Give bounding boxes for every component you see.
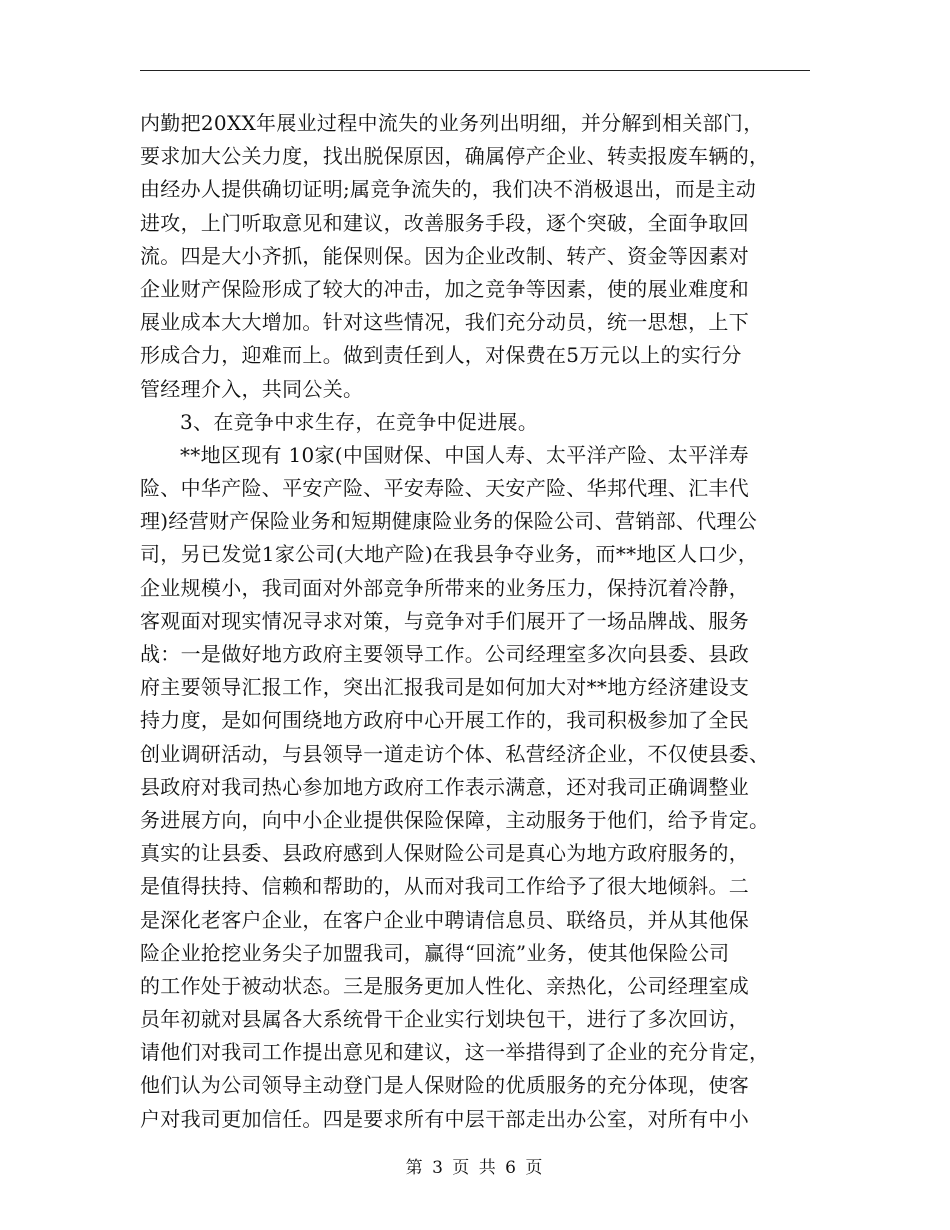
text-line: 员年初就对县属各大系统骨干企业实行划块包干，进行了多次回访， — [140, 1007, 749, 1032]
text-line: 管经理介入，共同公关。 — [140, 376, 364, 401]
text-line: 请他们对我司工作提出意见和建议，这一举措得到了企业的充分肯定， — [140, 1040, 770, 1065]
text-line: 理)经营财产保险业务和短期健康险业务的保险公司、营销部、代理公 — [140, 509, 758, 534]
text-line: 真实的让县委、县政府感到人保财险公司是真心为地方政府服务的， — [140, 841, 749, 866]
header-rule — [140, 70, 810, 71]
text-line: 要求加大公关力度，找出脱保原因，确属停产企业、转卖报废车辆的， — [140, 144, 770, 169]
text-line: 企业规模小，我司面对外部竞争所带来的业务压力，保持沉着冷静， — [140, 575, 749, 600]
text-line: 司，另已发觉1家公司(大地产险)在我县争夺业务，而**地区人口少， — [140, 542, 759, 567]
text-line: 企业财产保险形成了较大的冲击，加之竞争等因素，使的展业难度和 — [140, 276, 749, 301]
text-line: 他们认为公司领导主动登门是人保财险的优质服务的充分体现，使客 — [140, 1073, 749, 1098]
text-line: 3、在竞争中求生存，在竞争中促进展。 — [180, 409, 539, 434]
text-line: 持力度，是如何围绕地方政府中心开展工作的，我司积极参加了全民 — [140, 708, 749, 733]
text-line: 客观面对现实情况寻求对策，与竞争对手们展开了一场品牌战、服务 — [140, 608, 749, 633]
page-number-footer: 第 3 页 共 6 页 — [405, 1158, 545, 1178]
text-line: 内勤把20XX年展业过程中流失的业务列出明细，并分解到相关部门， — [140, 111, 764, 135]
text-line: 流。四是大小齐抓，能保则保。因为企业改制、转产、资金等因素对 — [140, 243, 749, 268]
text-line: 展业成本大大增加。针对这些情况，我们充分动员，统一思想，上下 — [140, 310, 749, 335]
text-line: 创业调研活动，与县领导一道走访个体、私营经济企业，不仅使县委、 — [140, 741, 770, 766]
text-line: 务进展方向，向中小企业提供保险保障，主动服务于他们，给予肯定。 — [140, 807, 770, 832]
text-line: 府主要领导汇报工作，突出汇报我司是如何加大对**地方经济建设支 — [140, 675, 750, 700]
document-body — [140, 107, 820, 1136]
text-line: 进攻，上门听取意见和建议，改善服务手段，逐个突破，全面争取回 — [140, 210, 749, 235]
text-line: 形成合力，迎难而上。做到责任到人，对保费在5万元以上的实行分 — [140, 343, 742, 368]
text-line: 是值得扶持、信赖和帮助的，从而对我司工作给予了很大地倾斜。二 — [140, 874, 749, 899]
text-line: 险企业抢挖业务尖子加盟我司，赢得“回流”业务，使其他保险公司 — [140, 940, 730, 965]
text-line: **地区现有 10家(中国财保、中国人寿、太平洋产险、太平洋寿 — [180, 442, 749, 467]
text-line: 是深化老客户企业，在客户企业中聘请信息员、联络员，并从其他保 — [140, 907, 749, 932]
text-line: 险、中华产险、平安产险、平安寿险、天安产险、华邦代理、汇丰代 — [140, 476, 749, 501]
text-line: 户对我司更加信任。四是要求所有中层干部走出办公室，对所有中小 — [140, 1106, 749, 1131]
text-line: 的工作处于被动状态。三是服务更加人性化、亲热化，公司经理室成 — [140, 973, 749, 998]
text-line: 战：一是做好地方政府主要领导工作。公司经理室多次向县委、县政 — [140, 642, 749, 666]
text-line: 县政府对我司热心参加地方政府工作表示满意，还对我司正确调整业 — [140, 774, 749, 799]
text-line: 由经办人提供确切证明;属竞争流失的，我们决不消极退出，而是主动 — [140, 177, 757, 202]
